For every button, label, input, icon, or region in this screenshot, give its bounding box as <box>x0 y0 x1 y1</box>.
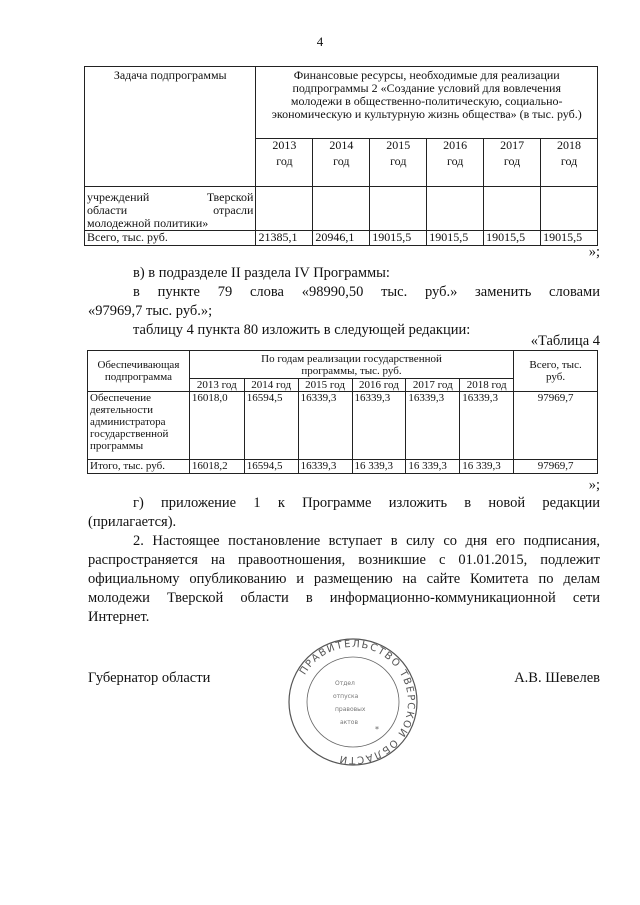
signature-position: Губернатор области <box>88 670 211 686</box>
table1-year-2017: 2017 год <box>484 139 541 187</box>
table4-total-total: 97969,7 <box>514 460 598 474</box>
paragraph-2-line1: 2. Настоящее постановление вступает в силу со дня его подписания, <box>133 533 600 549</box>
table4-closing-quote: »; <box>588 477 600 493</box>
table4-total-2013: 16018,2 <box>189 460 244 474</box>
table4-row1-2018: 16339,3 <box>460 392 514 460</box>
paragraph-2-line5: Интернет. <box>88 609 150 625</box>
table4 <box>87 350 598 474</box>
signature-name: А.В. Шевелев <box>514 670 600 686</box>
financing-table <box>84 66 598 246</box>
table4-row1-2013: 16018,0 <box>189 392 244 460</box>
table4-total-label: Итого, тыс. руб. <box>88 460 190 474</box>
table4-row1-2017: 16339,3 <box>406 392 460 460</box>
table4-total-2018: 16 339,3 <box>460 460 514 474</box>
table4-year-2015: 2015 год <box>298 379 352 392</box>
table4-total-2017: 16 339,3 <box>406 460 460 474</box>
table1-group-header: Финансовые ресурсы, необходимые для реализации подпрограммы 2 «Создание условий для вовлечения молодежи в общественно-политическую, социально-экономическую и культурную жизнь общества» (в тыс. руб.) <box>256 67 598 139</box>
seal-graphic <box>283 635 423 770</box>
table4-year-2017: 2017 год <box>406 379 460 392</box>
table1-total-2016: 19015,5 <box>427 231 484 246</box>
svg-text:актов: актов <box>340 719 359 726</box>
table4-caption: «Таблица 4 <box>530 333 600 349</box>
table1-year-2016: 2016 год <box>427 139 484 187</box>
table4-row1-2014: 16594,5 <box>244 392 298 460</box>
table1-year-2018: 2018 год <box>541 139 598 187</box>
table4-total-2014: 16594,5 <box>244 460 298 474</box>
svg-text:правовых: правовых <box>335 706 366 713</box>
paragraph-g-line1: г) приложение 1 к Программе изложить в новой редакции <box>133 495 600 511</box>
table4-year-2018: 2018 год <box>460 379 514 392</box>
table4-year-2013: 2013 год <box>189 379 244 392</box>
paragraph-p79-line2: «97969,7 тыс. руб.»; <box>88 303 213 319</box>
table4-year-2016: 2016 год <box>352 379 406 392</box>
paragraph-2-line4: молодежи Тверской области в информационно-коммуникационной сети <box>88 590 600 606</box>
official-seal <box>283 635 423 770</box>
table4-group-header: По годам реализации государственной программы, тыс. руб. <box>189 351 513 379</box>
svg-text:Отдел: Отдел <box>335 680 355 687</box>
svg-text:*: * <box>375 725 379 734</box>
table1-year-2015: 2015 год <box>370 139 427 187</box>
table1-total-2015: 19015,5 <box>370 231 427 246</box>
table1-total-2013: 21385,1 <box>256 231 313 246</box>
svg-text:отпуска: отпуска <box>333 693 359 700</box>
table1-col1-header: Задача подпрограммы <box>85 67 256 187</box>
table1-year-2014: 2014 год <box>313 139 370 187</box>
table-row <box>88 392 598 460</box>
table4-row1-2016: 16339,3 <box>352 392 406 460</box>
paragraph-v: в) в подразделе II раздела IV Программы: <box>133 265 390 281</box>
table1-total-2018: 19015,5 <box>541 231 598 246</box>
table1-row1-label: учреждений Тверской области отрасли молодежной политики» <box>85 187 256 231</box>
page-number: 4 <box>316 34 324 49</box>
table-row <box>88 460 598 474</box>
table-row <box>85 231 598 246</box>
paragraph-p79-line1: в пункте 79 слова «98990,50 тыс. руб.» заменить словами <box>133 284 600 300</box>
svg-text:ПРАВИТЕЛЬСТВО ТВЕРСКОЙ ОБЛАСТИ: ПРАВИТЕЛЬСТВО ТВЕРСКОЙ ОБЛАСТИ <box>297 638 417 766</box>
table4-col1-header: Обеспечивающая подпрограмма <box>88 351 190 392</box>
table1-year-2013: 2013 год <box>256 139 313 187</box>
paragraph-2-line3: официальному опубликованию и размещению на сайте Комитета по делам <box>88 571 600 587</box>
paragraph-table4-intro: таблицу 4 пункта 80 изложить в следующей редакции: <box>133 322 471 338</box>
table4-row1-2015: 16339,3 <box>298 392 352 460</box>
table4-year-2014: 2014 год <box>244 379 298 392</box>
table-row <box>85 187 598 231</box>
paragraph-2-line2: распространяется на правоотношения, возникшие с 01.01.2015, подлежит <box>88 552 600 568</box>
table4-row1-label: Обеспечение деятельности администратора государственной программы <box>88 392 190 460</box>
table1-total-2017: 19015,5 <box>484 231 541 246</box>
paragraph-g-line2: (прилагается). <box>88 514 177 530</box>
table4-total-2015: 16339,3 <box>298 460 352 474</box>
table1-total-2014: 20946,1 <box>313 231 370 246</box>
table4-total-header: Всего, тыс. руб. <box>514 351 598 392</box>
table4-row1-total: 97969,7 <box>514 392 598 460</box>
table1-total-label: Всего, тыс. руб. <box>85 231 256 246</box>
table4-total-2016: 16 339,3 <box>352 460 406 474</box>
table1-closing-quote: »; <box>588 244 600 260</box>
